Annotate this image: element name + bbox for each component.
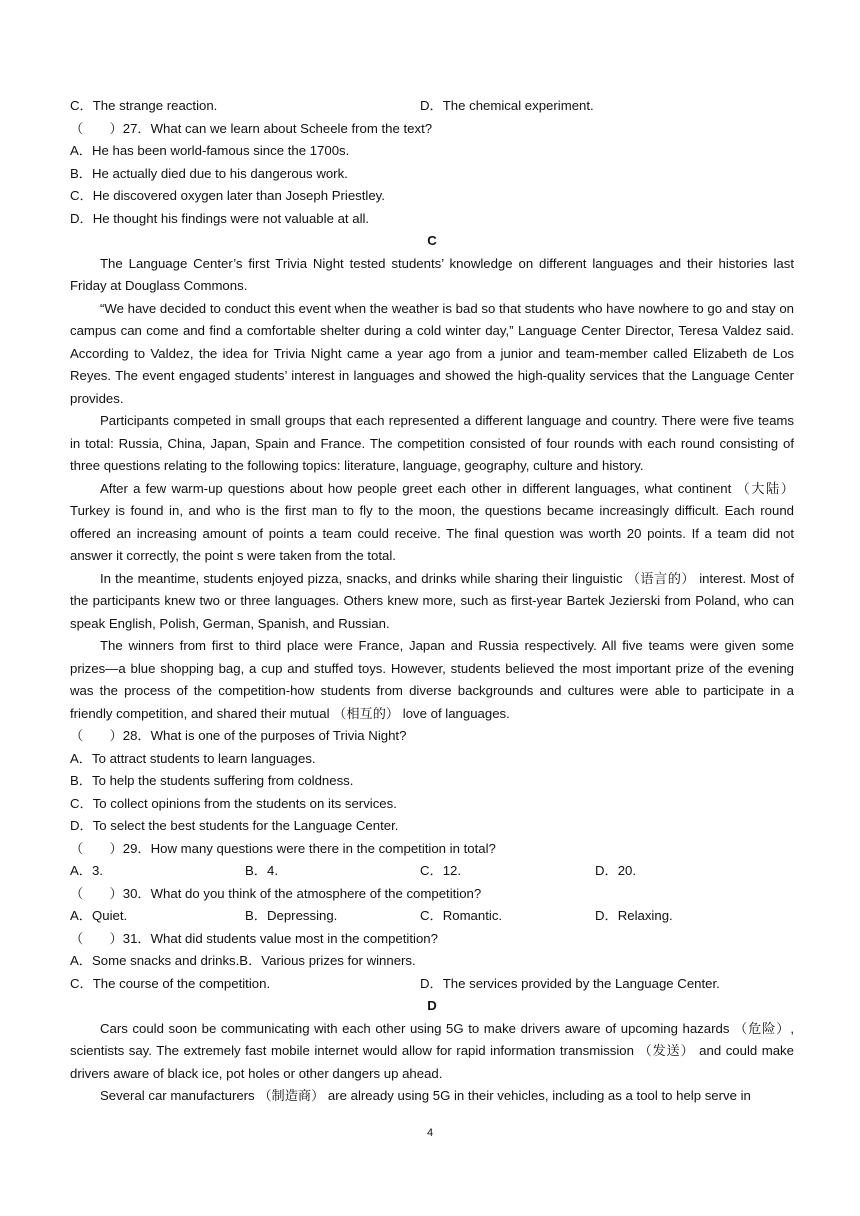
q29-options [70, 860, 794, 883]
q30-option-d: D．Relaxing. [595, 908, 673, 923]
q27-stem: （ ）27．What can we learn about Scheele from the text? [70, 120, 433, 136]
q29-option-a: A．3. [70, 863, 103, 878]
q26-options-cd [70, 95, 794, 118]
section-d-title: D [427, 998, 437, 1013]
q31-option-c: C．The course of the competition. [70, 975, 271, 991]
q31-option-d: D．The services provided by the Language Center. [420, 975, 720, 991]
q30-option-c: C．Romantic. [420, 908, 503, 923]
q28-option-c: C．To collect opinions from the students on its services. [70, 795, 397, 811]
q28-option-d: D．To select the best students for the Language Center. [70, 818, 399, 833]
q30-option-b: B．Depressing. [245, 908, 338, 923]
q28-option-b: B．To help the students suffering from coldness. [70, 773, 354, 788]
q26-option-c: C．The strange reaction. [70, 98, 218, 113]
section-c-paragraph-1: The Language Center’s first Trivia Night tested students’ knowledge on different languages and their histories last Friday at Douglass Commons. [70, 255, 794, 293]
q30-options [70, 905, 794, 928]
page-number: 4 [426, 1127, 434, 1139]
q29-option-c: C．12. [420, 863, 462, 878]
section-c-title: C [427, 233, 437, 248]
q28-stem: （ ）28．What is one of the purposes of Trivia Night? [70, 728, 407, 743]
q27-option-d: D．He thought his findings were not valuable at all. [70, 210, 370, 226]
q30-stem: （ ）30．What do you think of the atmosphere of the competition? [70, 885, 482, 901]
section-d-paragraph-2: Several car manufacturers （制造商） are already using 5G in their vehicles, including as a tool to help serve in [100, 1088, 751, 1103]
section-d-paragraph-1: Cars could soon be communicating with each other using 5G to make drivers aware of upcoming hazards （危险）, scientists say. The extremely fast mobile internet would allow for rapid information transmission （发送） and could make drivers aware of black ice, pot holes or other dangers up ahead. [70, 1020, 794, 1081]
section-c-paragraph-4: After a few warm-up questions about how people greet each other in different languages, what continent （大陆） Turkey is found in, and who is the first man to fly to the moon, the questions became increasingly difficult. Each round offered an increasing amount of points a team could receive. The final question was worth 20 points. If a team did not answer it correctly, the point s were taken from the total. [70, 480, 794, 563]
section-c-paragraph-3: Participants competed in small groups that each represented a different language and country. There were five teams in total: Russia, China, Japan, Spain and France. The competition consisted of four rounds with each round consisting of three questions relating to the following topics: literature, language, geography, culture and history. [70, 413, 794, 473]
q29-stem: （ ）29．How many questions were there in the competition in total? [70, 840, 496, 856]
q30-option-a: A．Quiet. [70, 908, 128, 923]
q27-option-b: B．He actually died due to his dangerous work. [70, 165, 348, 181]
q31-options-ab: A．Some snacks and drinks.B．Various prizes for winners. [70, 953, 416, 968]
q29-option-b: B．4. [245, 863, 278, 878]
q26-option-d: D．The chemical experiment. [420, 98, 594, 113]
section-c-paragraph-2: “We have decided to conduct this event when the weather is bad so that students who have nowhere to go and stay on campus can come and find a comfortable shelter during a cold winter day,” Language Center Director, Teresa Valdez said. According to Valdez, the idea for Trivia Night came a year ago from a junior and team-member called Elizabeth de Los Reyes. The event engaged students’ interest in languages and showed the high-quality services that the Language Center provides. [70, 300, 794, 406]
q27-option-c: C．He discovered oxygen later than Joseph Priestley. [70, 188, 385, 203]
q31-options-cd [70, 973, 794, 996]
q28-option-a: A．To attract students to learn languages. [70, 750, 316, 766]
q29-option-d: D．20. [595, 863, 637, 878]
section-c-paragraph-6: The winners from first to third place were France, Japan and Russia respectively. All five teams were given some prizes—a blue shopping bag, a cup and stuffed toys. However, students believed the most important prize of the evening was the process of the competition-how students from diverse backgrounds and cultures were able to participate in a friendly competition, and shared their mutual （相互的） love of languages. [70, 638, 794, 721]
q27-option-a: A．He has been world-famous since the 1700s. [70, 143, 350, 158]
exam-page [70, 95, 794, 1108]
q31-stem: （ ）31．What did students value most in the competition? [70, 930, 438, 946]
section-c-paragraph-5: In the meantime, students enjoyed pizza, snacks, and drinks while sharing their linguistic （语言的） interest. Most of the participants knew two or three languages. Others knew more, such as first-year Bartek Jezierski from Poland, who can speak English, Polish, German, Spanish, and Russian. [70, 570, 794, 631]
